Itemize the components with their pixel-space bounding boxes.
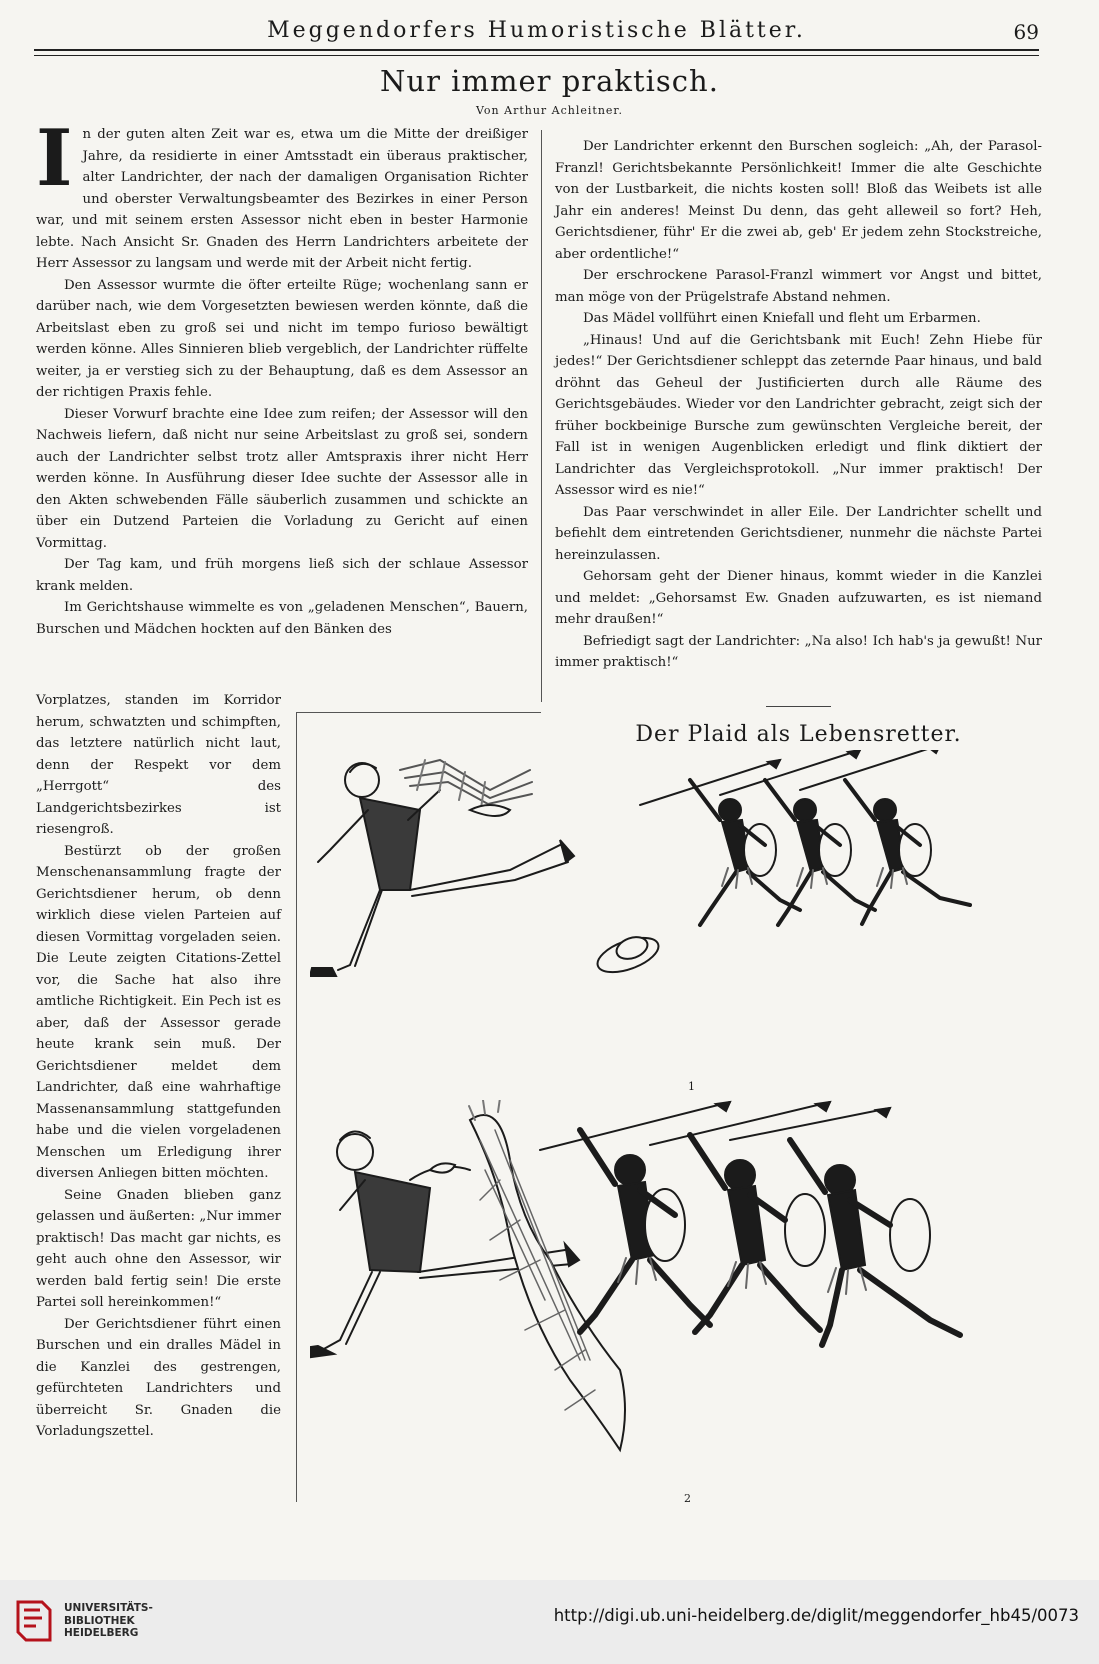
plaid-blanket xyxy=(469,1100,625,1450)
running-head xyxy=(34,18,1039,46)
library-name-line: UNIVERSITÄTS- xyxy=(64,1602,153,1614)
paragraph: Bestürzt ob der großen Menschenansammlung fragte der Gerichtsdiener herum, ob denn wirklich diese vielen Parteien auf diesen Vormittag vorgeladen seien. Die Leute zeigten Citations-Zettel vor, die Sache hat also ihre amtliche Richtigkeit. Ein Pech ist es aber, daß der Assessor gerade heute krank sein muß. Der Gerichtsdiener meldet dem Landrichter, daß eine wahrhaftige Massenansammlung stattgefunden habe und die vielen vorgeladenen Menschen um Erledigung ihrer diversen Anliegen bitten möchten. xyxy=(36,843,281,1181)
section-rule xyxy=(766,706,831,707)
figure-number: 2 xyxy=(684,1492,691,1505)
article-byline: Von Arthur Achleitner. xyxy=(476,104,623,117)
warrior-figure xyxy=(730,1108,960,1345)
paragraph: n der guten alten Zeit war es, etwa um die Mitte der dreißiger Jahre, da residierte in einer Amtsstadt ein überaus praktischer, alter Landrichter, der nach der damaligen Organisation Richter und oberster Verwaltungsbeamter des Bezirkes in einer Person war, und mit seinem ersten Assessor nicht eben in bester Harmonie lebte. Nach Ansicht Sr. Gnaden des Herrn Landrichters arbeitete der Herr Assessor zu langsam und werde mit der Arbeit nicht fertig. xyxy=(36,127,528,271)
header-rule xyxy=(34,49,1039,56)
paragraph: Dieser Vorwurf brachte eine Idee zum reifen; der Assessor will den Nachweis liefern, daß nicht nur seine Arbeitslast zu groß sei, sondern auch der Landrichter selbst trotz aller Amtspraxis ihrer nicht Herr werden könne. In Ausführung dieser Idee suchte der Assessor alle in den Akten schwebenden Fälle säuberlich zusammen und schickte an über ein Dutzend Parteien die Vorladung zu Gericht auf einen Vormittag. xyxy=(36,406,528,551)
paragraph: Gehorsam geht der Diener hinaus, kommt wieder in die Kanzlei und meldet: „Gehorsamst Ew. Gnaden aufzuwarten, es ist niemand mehr draußen!“ xyxy=(555,569,1042,627)
left-column xyxy=(36,113,528,640)
paragraph: Seine Gnaden blieben ganz gelassen und äußerten: „Nur immer praktisch! Das macht gar nichts, es geht auch ohne den Assessor, wir werden bald fertig sein! Die erste Partei soll hereinkommen!“ xyxy=(36,1187,281,1310)
paragraph: Im Gerichtshause wimmelte es von „geladenen Menschen“, Bauern, Burschen und Mädchen hockten auf den Bänken des xyxy=(36,600,528,637)
library-name xyxy=(64,1602,153,1640)
source-url[interactable]: http://digi.ub.uni-heidelberg.de/diglit/meggendorfer_hb45/0073 xyxy=(553,1606,1079,1625)
library-name-line: HEIDELBERG xyxy=(64,1627,139,1639)
page-number: 69 xyxy=(1013,20,1039,44)
paragraph: Das Paar verschwindet in aller Eile. Der Landrichter schellt und befiehlt dem eintretenden Gerichtsdiener, nunmehr die nächste Partei hereinzulassen. xyxy=(555,504,1042,563)
paragraph: Der Tag kam, und früh morgens ließ sich der schlaue Assessor krank melden. xyxy=(36,557,528,594)
paragraph: Der erschrockene Parasol-Franzl wimmert vor Angst und bittet, man möge von der Prügelstrafe Abstand nehmen. xyxy=(555,268,1042,305)
paragraph: Den Assessor wurmte die öfter erteilte Rüge; wochenlang sann er darüber nach, wie dem Vorgesetzten bewiesen werden könnte, daß die Arbeitslast eben zu groß sei und nicht im tempo furioso bewältigt werden könne. Alles Sinnieren blieb vergeblich, der Landrichter rüffelte weiter, ja er verstieg sich zu der Behauptung, daß es dem Assessor an der richtigen Praxis fehle. xyxy=(36,277,528,400)
cartoon-illustration-1 xyxy=(310,750,1042,1060)
drop-cap: I xyxy=(36,113,73,204)
paragraph: „Hinaus! Und auf die Gerichtsbank mit Euch! Zehn Hiebe für jedes!“ Der Gerichtsdiener schleppt das zeternde Paar hinaus, und bald dröhnt das Geheul der Justificierten durch alle Räume des Gerichtsgebäudes. Wieder vor den Landrichter gebracht, zeigt sich der früher bockbeinige Bursche zum gewünschten Vergleiche bereit, der Fall ist in wenigen Augenblicken erledigt und flink diktiert der Landrichter das Vergleichsprotokoll. „Nur immer praktisch! Der Assessor wird es nie!“ xyxy=(555,332,1042,498)
paragraph: Vorplatzes, standen im Korridor herum, schwatzten und schimpften, das letztere natürlich nicht laut, denn der Respekt vor dem „Herrgott“ des Landgerichtsbezirkes ist riesengroß. xyxy=(36,693,281,837)
running-title: Meggendorfers Humoristische Blätter. xyxy=(267,18,806,43)
paragraph: Der Landrichter erkennt den Burschen sogleich: „Ah, der Parasol-Franzl! Gerichtsbekannte Persönlichkeit! Immer die alte Geschichte von der Lustbarkeit, die nichts kosten soll! Bloß das Weibets ist alle Jahr ein anderes! Meinst Du denn, das geht alleweil so fort? Heh, Gerichtsdiener, führ' Er die zwei ab, geb' Er jedem zehn Stockstreiche, aber ordentliche!“ xyxy=(555,139,1042,262)
narrow-column xyxy=(36,690,281,1443)
warrior-figure xyxy=(640,760,800,925)
cartoon-illustration-2 xyxy=(310,1100,1042,1500)
paragraph: Der Gerichtsdiener führt einen Burschen und ein dralles Mädel in die Kanzlei des gestrengen, gefürchteten Landrichters und überreicht Sr. Gnaden die Vorladungszettel. xyxy=(36,1316,281,1439)
university-library-logo-icon xyxy=(12,1596,56,1648)
article-title: Nur immer praktisch. xyxy=(380,64,719,98)
column-divider xyxy=(296,712,541,713)
library-footer xyxy=(0,1580,1099,1664)
figure-number: 1 xyxy=(688,1080,695,1093)
cartoon-title: Der Plaid als Lebensretter. xyxy=(635,722,962,747)
right-column xyxy=(555,136,1042,674)
column-divider xyxy=(541,130,542,702)
dropped-hat xyxy=(593,931,663,979)
paragraph: Befriedigt sagt der Landrichter: „Na also! Ich hab's ja gewußt! Nur immer praktisch!“ xyxy=(555,633,1042,670)
fleeing-man-figure xyxy=(310,760,574,976)
column-divider xyxy=(296,712,297,1502)
library-name-line: BIBLIOTHEK xyxy=(64,1614,135,1627)
paragraph: Das Mädel vollführt einen Kniefall und fleht um Erbarmen. xyxy=(583,311,981,326)
